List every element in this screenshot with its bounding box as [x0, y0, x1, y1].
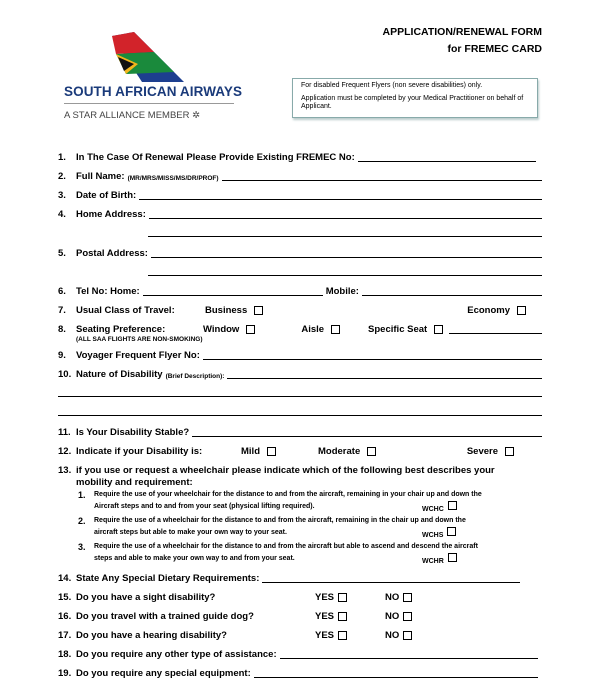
postal-address-line2-field[interactable] — [148, 275, 542, 276]
wchc-checkbox[interactable] — [448, 501, 457, 510]
option-number: 1. — [78, 490, 86, 500]
q15-row — [58, 591, 542, 603]
mobile-field[interactable] — [362, 285, 542, 296]
severe-checkbox[interactable] — [505, 447, 514, 456]
disability-stable-field[interactable] — [192, 426, 542, 437]
notice-box — [292, 78, 538, 118]
option-number: 2. — [78, 516, 86, 526]
q5-label: Postal Address: — [76, 248, 148, 259]
notice-text: Application must be completed by your Medical Practitioner on behalf of Applicant. — [301, 94, 524, 110]
q11-row — [58, 426, 542, 438]
option-text: Require the use of your wheelchair for the distance to and from the aircraft, remaining in your chair up and down the — [94, 491, 482, 498]
wchs-checkbox[interactable] — [447, 527, 456, 536]
q12-label: Indicate if your Disability is: — [76, 446, 203, 457]
no-label: NO — [385, 630, 400, 641]
no-label: NO — [385, 611, 400, 622]
postal-address-field[interactable] — [151, 247, 542, 258]
disability-description-line3-field[interactable] — [58, 415, 542, 416]
q-number: 10. — [58, 369, 72, 380]
sight-yes-checkbox[interactable] — [338, 593, 347, 602]
q10-label: Nature of Disability — [76, 369, 163, 380]
q5-row — [58, 247, 542, 259]
sight-no-checkbox[interactable] — [403, 593, 412, 602]
q-number: 5. — [58, 248, 66, 259]
voyager-number-field[interactable] — [203, 349, 542, 360]
economy-checkbox[interactable] — [517, 306, 526, 315]
aisle-label: Aisle — [301, 324, 325, 335]
q8-label: Seating Preference: — [76, 324, 166, 335]
full-name-field[interactable] — [222, 170, 542, 181]
q19-row — [58, 667, 538, 679]
aisle-checkbox[interactable] — [331, 325, 340, 334]
q-number: 16. — [58, 611, 72, 622]
hearing-yes-checkbox[interactable] — [338, 631, 347, 640]
wchs-option — [422, 527, 456, 542]
fremec-number-field[interactable] — [358, 151, 536, 162]
q11-label: Is Your Disability Stable? — [76, 427, 190, 438]
q13-label: if you use or request a wheelchair please indicate which of the following best describes your — [76, 465, 495, 476]
q1-row — [58, 151, 536, 163]
severe-label: Severe — [466, 446, 498, 457]
q-number: 11. — [58, 427, 71, 438]
q-number: 9. — [58, 350, 66, 361]
disability-description-line2-field[interactable] — [58, 396, 542, 397]
yes-label: YES — [315, 630, 335, 641]
q-number: 13. — [58, 465, 72, 476]
q-number: 12. — [58, 446, 72, 457]
disability-description-field[interactable] — [227, 368, 542, 379]
q13-row — [58, 464, 542, 476]
brand-name: SOUTH AFRICAN AIRWAYS — [64, 84, 243, 99]
q10-hint: (Brief Description): — [165, 373, 225, 380]
form-subtitle: for FREMEC CARD — [447, 43, 542, 55]
q-number: 3. — [58, 190, 66, 201]
wchr-checkbox[interactable] — [448, 553, 457, 562]
mild-checkbox[interactable] — [267, 447, 276, 456]
notice-text: For disabled Frequent Flyers (non severe disabilities) only. — [301, 82, 483, 89]
q-number: 14. — [58, 573, 72, 584]
q19-label: Do you require any special equipment: — [76, 668, 251, 679]
home-tel-field[interactable] — [143, 285, 323, 296]
option-text: Require the use of a wheelchair for the distance to and from the aircraft but able to ascend and descend the aircraft — [94, 543, 478, 550]
option-text: Require the use of a wheelchair for the distance to and from the aircraft, remaining in the chair up and down the — [94, 517, 466, 524]
q1-label: In The Case Of Renewal Please Provide Existing FREMEC No: — [76, 152, 355, 163]
q-number: 2. — [58, 171, 66, 182]
q8-hint: (ALL SAA FLIGHTS ARE NON-SMOKING) — [76, 336, 203, 343]
q-number: 6. — [58, 286, 66, 297]
q7-row — [58, 304, 542, 316]
q18-row — [58, 648, 538, 660]
q-number: 15. — [58, 592, 72, 603]
guide-dog-no-checkbox[interactable] — [403, 612, 412, 621]
specific-seat-field[interactable] — [449, 323, 542, 334]
yes-label: YES — [315, 592, 335, 603]
no-label: NO — [385, 592, 400, 603]
q-number: 4. — [58, 209, 66, 220]
q14-label: State Any Special Dietary Requirements: — [76, 573, 260, 584]
q7-label: Usual Class of Travel: — [76, 305, 175, 316]
economy-label: Economy — [467, 305, 510, 316]
q-number: 8. — [58, 324, 66, 335]
wchc-label: WCHC — [422, 506, 444, 513]
q16-label: Do you travel with a trained guide dog? — [76, 611, 254, 622]
star-alliance-tagline: A STAR ALLIANCE MEMBER ✲ — [64, 110, 201, 121]
q10-row — [58, 368, 542, 380]
q4-label: Home Address: — [76, 209, 146, 220]
q15-label: Do you have a sight disability? — [76, 592, 216, 603]
q6-label: Tel No: Home: — [76, 286, 140, 297]
date-of-birth-field[interactable] — [139, 189, 542, 200]
q4-row — [58, 208, 542, 220]
q18-label: Do you require any other type of assistance: — [76, 649, 277, 660]
business-checkbox[interactable] — [254, 306, 263, 315]
q2-row — [58, 170, 542, 182]
hearing-no-checkbox[interactable] — [403, 631, 412, 640]
q17-label: Do you have a hearing disability? — [76, 630, 227, 641]
moderate-checkbox[interactable] — [367, 447, 376, 456]
q-number: 17. — [58, 630, 72, 641]
q6-row — [58, 285, 542, 297]
q14-row — [58, 572, 520, 584]
home-address-field[interactable] — [149, 208, 542, 219]
mobile-label: Mobile: — [325, 286, 359, 297]
wchr-option — [422, 553, 457, 568]
q3-row — [58, 189, 542, 201]
option-number: 3. — [78, 542, 86, 552]
form-title: APPLICATION/RENEWAL FORM — [382, 26, 542, 38]
home-address-line2-field[interactable] — [148, 236, 542, 237]
q16-row — [58, 610, 542, 622]
divider — [64, 103, 234, 104]
special-equipment-field[interactable] — [254, 667, 538, 678]
option-text: steps and able to make your own way to and from your seat. — [94, 555, 295, 562]
wchr-label: WCHR — [422, 558, 444, 565]
q12-row — [58, 445, 542, 457]
guide-dog-yes-checkbox[interactable] — [338, 612, 347, 621]
q2-hint: (MR/MRS/MISS/MS/DR/PROF) — [127, 175, 219, 182]
yes-label: YES — [315, 611, 335, 622]
wchs-label: WCHS — [422, 532, 444, 539]
specific-seat-checkbox[interactable] — [434, 325, 443, 334]
business-label: Business — [205, 305, 248, 316]
moderate-label: Moderate — [318, 446, 361, 457]
q2-label: Full Name: — [76, 171, 125, 182]
mild-label: Mild — [241, 446, 260, 457]
window-checkbox[interactable] — [246, 325, 255, 334]
specific-seat-label: Specific Seat — [368, 324, 428, 335]
q13-label-cont: mobility and requirement: — [76, 477, 193, 488]
star-alliance-icon: ✲ — [192, 110, 201, 121]
q3-label: Date of Birth: — [76, 190, 137, 201]
q-number: 7. — [58, 305, 66, 316]
wchc-option — [422, 501, 457, 516]
option-text: Aircraft steps and to and from your seat (physical lifting required). — [94, 503, 315, 510]
q-number: 18. — [58, 649, 72, 660]
q9-row — [58, 349, 542, 361]
option-text: aircraft steps but able to make your own way to your seat. — [94, 529, 287, 536]
dietary-requirements-field[interactable] — [262, 572, 520, 583]
other-assistance-field[interactable] — [280, 648, 538, 659]
q-number: 1. — [58, 152, 66, 163]
q9-label: Voyager Frequent Flyer No: — [76, 350, 200, 361]
q17-row — [58, 629, 542, 641]
window-label: Window — [203, 324, 240, 335]
q-number: 19. — [58, 668, 72, 679]
